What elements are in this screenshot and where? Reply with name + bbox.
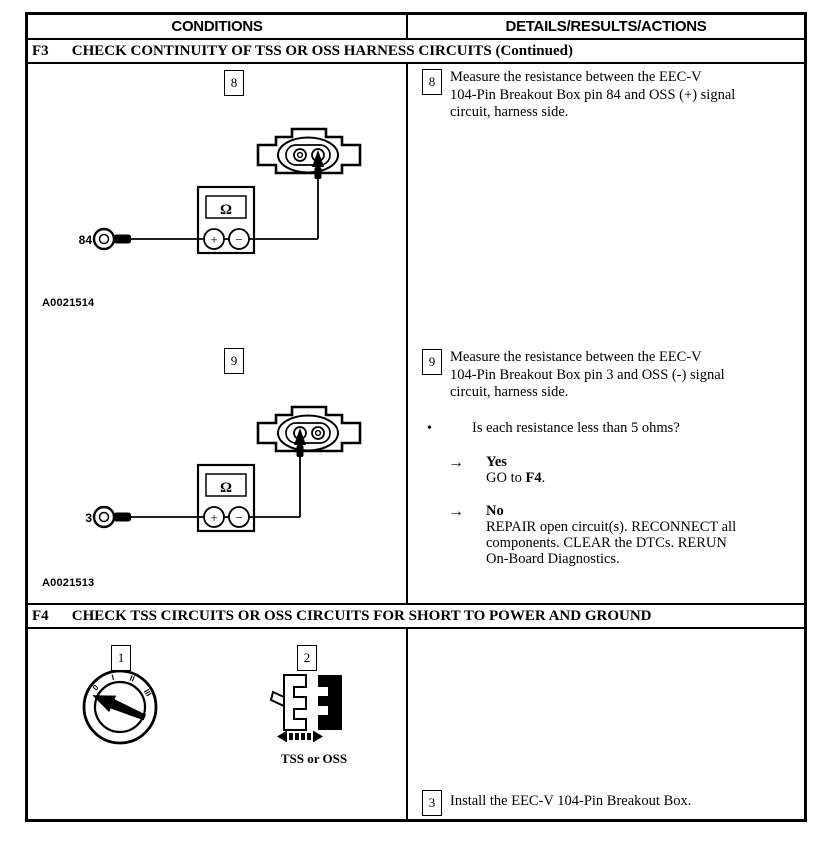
section-f4-title: CHECK TSS CIRCUITS OR OSS CIRCUITS FOR SHORT TO POWER AND GROUND	[71, 608, 652, 624]
section-f3-title-row	[28, 40, 804, 64]
pin-3-label: 3	[85, 511, 92, 525]
plus-terminal-label: +	[210, 510, 218, 525]
instruction-line: Measure the resistance between the EEC-V	[450, 349, 702, 365]
section-f4-id: F4	[32, 608, 49, 624]
step-number-badge-3: 3	[422, 790, 442, 816]
section-f3-title: CHECK CONTINUITY OF TSS OR OSS HARNESS CIRCUITS (Continued)	[71, 43, 573, 59]
no-action-line: REPAIR open circuit(s). RECONNECT all	[486, 519, 737, 535]
connector-caption: TSS or OSS	[280, 751, 348, 766]
pinpoint-test-table	[25, 12, 807, 822]
figure-id-label: A0021513	[42, 577, 95, 589]
instruction-line: circuit, harness side.	[450, 384, 569, 400]
section-f3-content-row	[28, 64, 804, 605]
continuity-test-diagrams	[28, 64, 404, 603]
period: .	[541, 470, 546, 486]
f3-conditions-cell	[28, 64, 408, 603]
connector-latch	[271, 692, 284, 706]
breakout-pin-ring	[94, 229, 114, 249]
harness-connector-half	[284, 675, 306, 730]
table-header-row	[28, 15, 804, 40]
ignition-position-3: III	[141, 687, 153, 698]
breakout-pin-ring	[94, 507, 114, 527]
component-connector-half	[318, 675, 342, 730]
lead-plug	[114, 235, 131, 244]
question-text: Is each resistance less than 5 ohms?	[472, 420, 680, 436]
instruction-line: 104-Pin Breakout Box pin 3 and OSS (-) signal	[450, 366, 725, 383]
step-number-badge-8: 8	[422, 69, 442, 95]
f4-conditions-cell	[28, 629, 408, 819]
step-9-instruction	[450, 349, 800, 402]
lead-plug	[114, 513, 131, 522]
goto-target: F4	[525, 470, 542, 486]
no-action-line: components. CLEAR the DTCs. RERUN	[486, 534, 727, 551]
step8-diagram	[79, 129, 360, 253]
section-f3-id: F3	[32, 43, 49, 59]
connector-pin-right	[312, 427, 324, 439]
connector-pin-left	[294, 149, 306, 161]
ignition-position-0: 0	[90, 683, 101, 693]
ignition-switch-icon	[84, 671, 156, 743]
column-header-conditions: CONDITIONS	[28, 15, 408, 38]
plus-terminal-label: +	[210, 232, 218, 247]
ohm-symbol: Ω	[219, 480, 233, 496]
step-number-badge-2: 2	[297, 645, 317, 671]
f3-details-cell	[408, 64, 804, 603]
pin-84-label: 84	[78, 233, 92, 247]
section-f4-title-row	[28, 605, 804, 629]
f4-setup-diagrams	[28, 629, 404, 817]
step-8-instruction	[450, 69, 800, 122]
minus-terminal-label: −	[235, 510, 243, 525]
no-action-line: On-Board Diagnostics.	[486, 550, 620, 567]
no-action	[486, 520, 816, 567]
connector-disconnect-icon	[271, 675, 342, 743]
ignition-position-1: I	[110, 672, 115, 683]
yes-action-text: GO to	[486, 470, 526, 486]
figure-id-label: A0021514	[42, 297, 95, 309]
f4-details-cell	[408, 629, 804, 819]
step9-diagram	[85, 407, 360, 531]
instruction-line: Measure the resistance between the EEC-V	[450, 69, 702, 85]
instruction-line: circuit, harness side.	[450, 104, 569, 120]
bullet-icon: •	[427, 421, 432, 436]
step-number-badge-9: 9	[224, 348, 244, 374]
yes-label: Yes	[486, 454, 507, 470]
ignition-position-2: II	[128, 673, 136, 684]
step-3-instruction: Install the EEC-V 104-Pin Breakout Box.	[450, 793, 692, 809]
step-number-badge-8: 8	[224, 70, 244, 96]
step-number-badge-9: 9	[422, 349, 442, 375]
minus-terminal-label: −	[235, 232, 243, 247]
section-f4-content-row	[28, 629, 804, 819]
ohm-symbol: Ω	[219, 202, 233, 218]
step-number-badge-1: 1	[111, 645, 131, 671]
column-header-details: DETAILS/RESULTS/ACTIONS	[505, 18, 707, 35]
result-arrow-icon: →	[448, 503, 464, 520]
instruction-line: 104-Pin Breakout Box pin 84 and OSS (+) signal	[450, 86, 736, 103]
no-label: No	[486, 503, 504, 519]
result-arrow-icon: →	[448, 454, 464, 471]
yes-action	[486, 471, 816, 487]
disconnect-arrow-icon	[277, 731, 323, 743]
